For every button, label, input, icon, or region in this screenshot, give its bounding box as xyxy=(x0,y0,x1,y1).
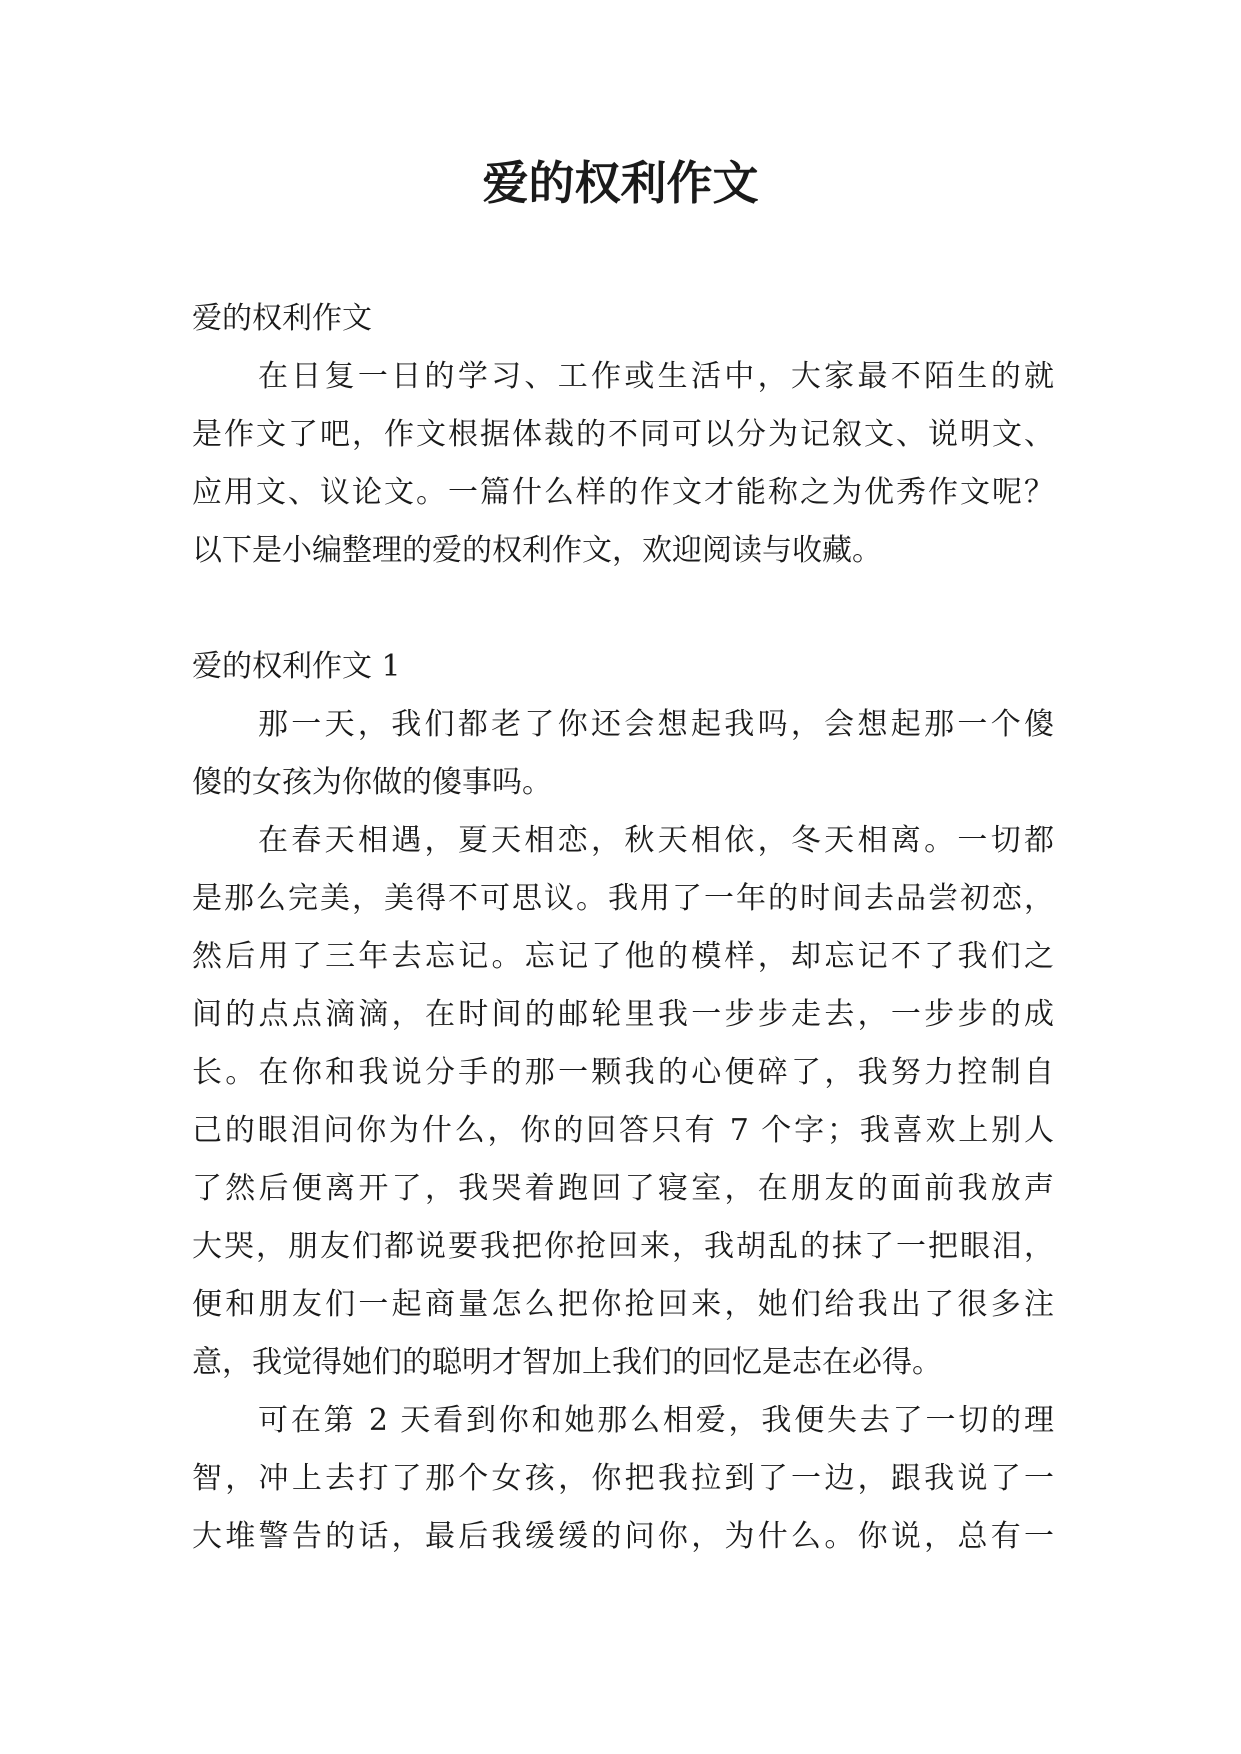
document-body xyxy=(192,290,1054,1566)
paragraph-line: 大哭，朋友们都说要我把你抢回来，我胡乱的抹了一把眼泪， xyxy=(192,1229,1054,1264)
intro-line: 是作文了吧，作文根据体裁的不同可以分为记叙文、说明文、 xyxy=(192,417,1054,452)
paragraph-line: 可在第 2 天看到你和她那么相爱，我便失去了一切的理 xyxy=(258,1403,1054,1438)
paragraph-line: 便和朋友们一起商量怎么把你抢回来，她们给我出了很多注 xyxy=(192,1287,1054,1322)
paragraph-line: 意，我觉得她们的聪明才智加上我们的回忆是志在必得。 xyxy=(192,1345,942,1380)
paragraph-spacer xyxy=(192,580,1054,638)
paragraph-line: 了然后便离开了，我哭着跑回了寝室，在朋友的面前我放声 xyxy=(192,1171,1054,1206)
paragraph-line: 在春天相遇，夏天相恋，秋天相依，冬天相离。一切都 xyxy=(258,823,1054,858)
paragraph-line: 傻的女孩为你做的傻事吗。 xyxy=(192,765,552,800)
section-heading: 爱的权利作文 1 xyxy=(192,649,401,684)
paragraph-line: 然后用了三年去忘记。忘记了他的模样，却忘记不了我们之 xyxy=(192,939,1054,974)
intro-line: 应用文、议论文。一篇什么样的作文才能称之为优秀作文呢？ xyxy=(192,475,1054,510)
paragraph-line: 是那么完美，美得不可思议。我用了一年的时间去品尝初恋， xyxy=(192,881,1054,916)
page-title: 爱的权利作文 xyxy=(482,156,759,210)
intro-line: 在日复一日的学习、工作或生活中，大家最不陌生的就 xyxy=(258,359,1054,394)
paragraph-line: 间的点点滴滴，在时间的邮轮里我一步步走去，一步步的成 xyxy=(192,997,1054,1032)
intro-line: 以下是小编整理的爱的权利作文，欢迎阅读与收藏。 xyxy=(192,533,882,568)
paragraph-line: 长。在你和我说分手的那一颗我的心便碎了，我努力控制自 xyxy=(192,1055,1054,1090)
paragraph-line: 己的眼泪问你为什么，你的回答只有 7 个字；我喜欢上别人 xyxy=(192,1113,1054,1148)
paragraph-line: 智，冲上去打了那个女孩，你把我拉到了一边，跟我说了一 xyxy=(192,1461,1054,1496)
article-heading: 爱的权利作文 xyxy=(192,301,372,336)
paragraph-line: 那一天，我们都老了你还会想起我吗，会想起那一个傻 xyxy=(258,707,1054,742)
paragraph-line: 大堆警告的话，最后我缓缓的问你，为什么。你说，总有一 xyxy=(192,1519,1054,1554)
